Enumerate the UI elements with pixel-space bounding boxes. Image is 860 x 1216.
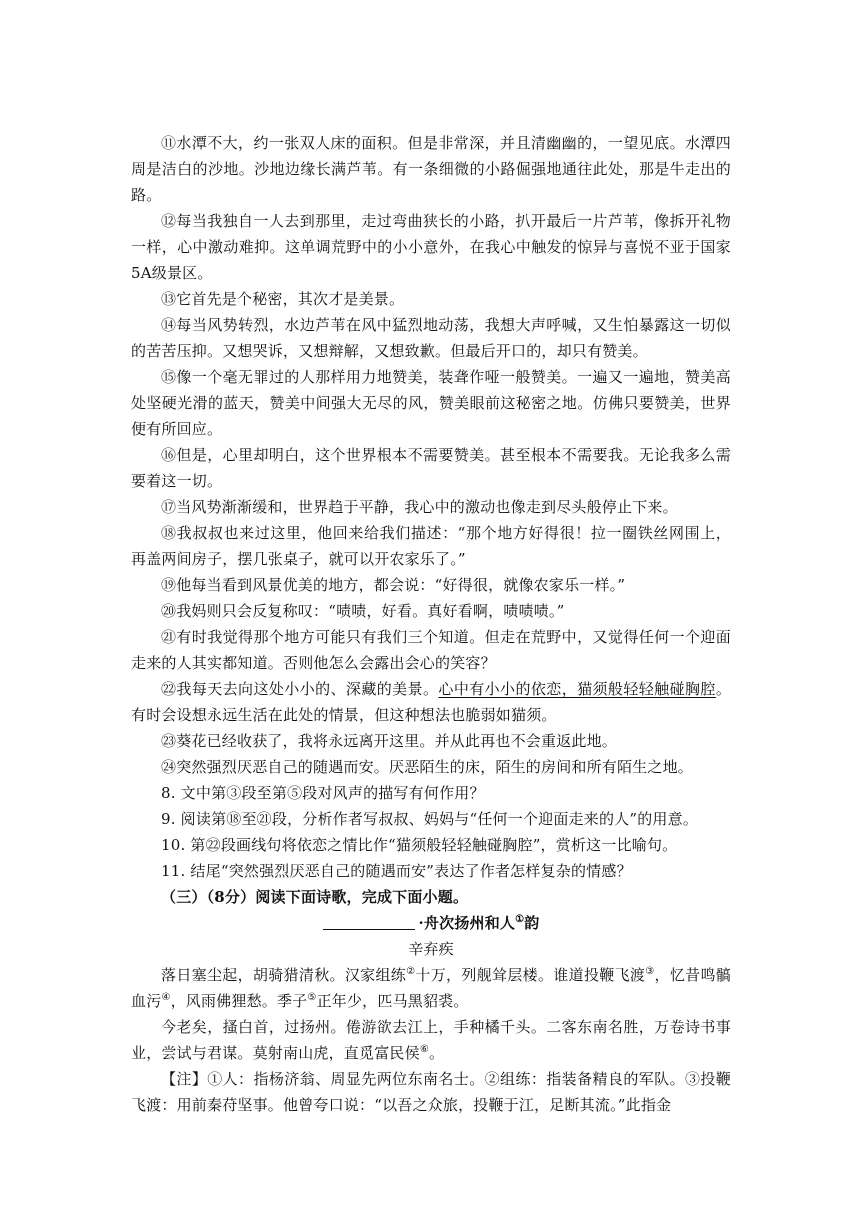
paragraph-22 — [131, 676, 731, 728]
question-11: 11. 结尾“突然强烈厌恶自己的随遇而安”表达了作者怎样复杂的情感？ — [161, 862, 632, 880]
paragraph-24: ㉔突然强烈厌恶自己的随遇而安。厌恶陌生的床，陌生的房间和所有陌生之地。 — [161, 758, 694, 776]
document-text — [131, 130, 731, 1118]
note-mark-5: ⑤ — [307, 992, 317, 1003]
question-10: 10. 第㉒段画线句将依恋之情比作“猫须般轻轻触碰胸腔”，赏析这一比喻句。 — [161, 836, 678, 854]
paragraph-18: ⑱我叔叔也来过这里，他回来给我们描述：“那个地方好得很！拉一圈铁丝网围上，再盖两间房子，摆几张桌子，就可以开农家乐了。” — [131, 524, 731, 568]
poem-title-note-mark: ① — [515, 914, 525, 925]
title-blank — [323, 913, 415, 930]
paragraph-14: ⑭每当风势转烈，水边芦苇在风中猛烈地动荡，我想大声呼喊，又生怕暴露这一切似的苦苦压抑。又想哭诉，又想辩解，又想致歉。但最后开口的，却只有赞美。 — [131, 316, 731, 360]
paragraph-12: ⑫每当我独自一人去到那里，走过弯曲狭长的小路，扒开最后一片芦苇，像拆开礼物一样，心中激动难抑。这单调荒野中的小小意外，在我心中触发的惊异与喜悦不亚于国家5A级景区。 — [131, 212, 731, 282]
stanza-1-text-d: ，风雨佛狸愁。季子 — [170, 992, 308, 1010]
section-heading: （三）（8分）阅读下面诗歌，完成下面小题。 — [161, 888, 469, 906]
poem-title-suffix: 韵 — [524, 914, 540, 932]
paragraph-20: ⑳我妈则只会反复称叹：“啧啧，好看。真好看啊，啧啧啧。” — [161, 602, 565, 620]
paragraph-16: ⑯但是，心里却明白，这个世界根本不需要赞美。甚至根本不需要我。无论我多么需要着这一切。 — [131, 446, 731, 490]
poem-title-prefix: ·舟次扬州和人 — [418, 914, 516, 932]
stanza-1-text-c: ，忆昔鸣髇血污 — [131, 966, 731, 1010]
underlined-sentence: 心中有小小的依恋，猫须般轻轻触碰胸腔 — [438, 680, 716, 698]
poem-author: 辛弃疾 — [408, 940, 454, 958]
note-mark-6: ⑥ — [419, 1044, 429, 1055]
paragraph-23: ㉓葵花已经收获了，我将永远离开这里。并从此再也不会重返此地。 — [161, 732, 618, 750]
paragraph-17: ⑰当风势渐渐缓和，世界趋于平静，我心中的激动也像走到尽头般停止下来。 — [161, 498, 678, 516]
stanza-2-text-b: 。 — [428, 1044, 445, 1062]
paragraph-19: ⑲他每当看到风景优美的地方，都会说：“好得很，就像农家乐一样。” — [161, 576, 626, 594]
question-8: 8. 文中第③段至第⑤段对风声的描写有何作用？ — [161, 784, 485, 802]
note-mark-3: ③ — [645, 966, 655, 977]
stanza-1-text-a: 落日塞尘起，胡骑猎清秋。汉家组练 — [161, 966, 407, 984]
paragraph-13: ⑬它首先是个秘密，其次才是美景。 — [161, 290, 405, 308]
stanza-2-text-a: 今老矣，搔白首，过扬州。倦游欲去江上，手种橘千头。二客东南名胜，万卷诗书事业，尝试与君谋。莫射南山虎，直觅富民侯 — [131, 1018, 731, 1062]
stanza-1-text-b: 十万，列舰耸层楼。谁道投鞭飞渡 — [415, 966, 646, 984]
poem-stanza-2 — [131, 1014, 731, 1066]
note-mark-2: ② — [406, 966, 416, 977]
paragraph-15: ⑮像一个毫无罪过的人那样用力地赞美，装聋作哑一般赞美。一遍又一遍地，赞美高处坚硬光滑的蓝天，赞美中间强大无尽的风，赞美眼前这秘密之地。仿佛只要赞美，世界便有所回应。 — [131, 368, 731, 438]
poem-notes: 【注】①人：指杨济翁、周显先两位东南名士。②组练：指装备精良的军队。③投鞭飞渡：用前秦苻坚事。他曾夸口说：“以吾之众旅，投鞭于江，足断其流。”此指金 — [131, 1070, 731, 1114]
paragraph-22-end: 。有时会设想永远生活在此处的情景，但这种想法也脆弱如猫须。 — [131, 680, 732, 724]
paragraph-22-start: ㉒我每天去向这处小小的、深藏的美景。 — [161, 680, 439, 698]
poem-title — [131, 910, 731, 936]
note-mark-4: ④ — [161, 992, 171, 1003]
paragraph-11: ⑪水潭不大，约一张双人床的面积。但是非常深，并且清幽幽的，一望见底。水潭四周是洁白的沙地。沙地边缘长满芦苇。有一条细微的小路倔强地通往此处，那是牛走出的路。 — [131, 134, 731, 204]
question-9: 9. 阅读第⑱至㉑段，分析作者写叔叔、妈妈与“任何一个迎面走来的人”的用意。 — [161, 810, 699, 828]
poem-stanza-1 — [131, 962, 731, 1014]
paragraph-21: ㉑有时我觉得那个地方可能只有我们三个知道。但走在荒野中，又觉得任何一个迎面走来的人其实都知道。否则他怎么会露出会心的笑容？ — [131, 628, 731, 672]
stanza-1-text-e: 正年少，匹马黑貂裘。 — [316, 992, 469, 1010]
